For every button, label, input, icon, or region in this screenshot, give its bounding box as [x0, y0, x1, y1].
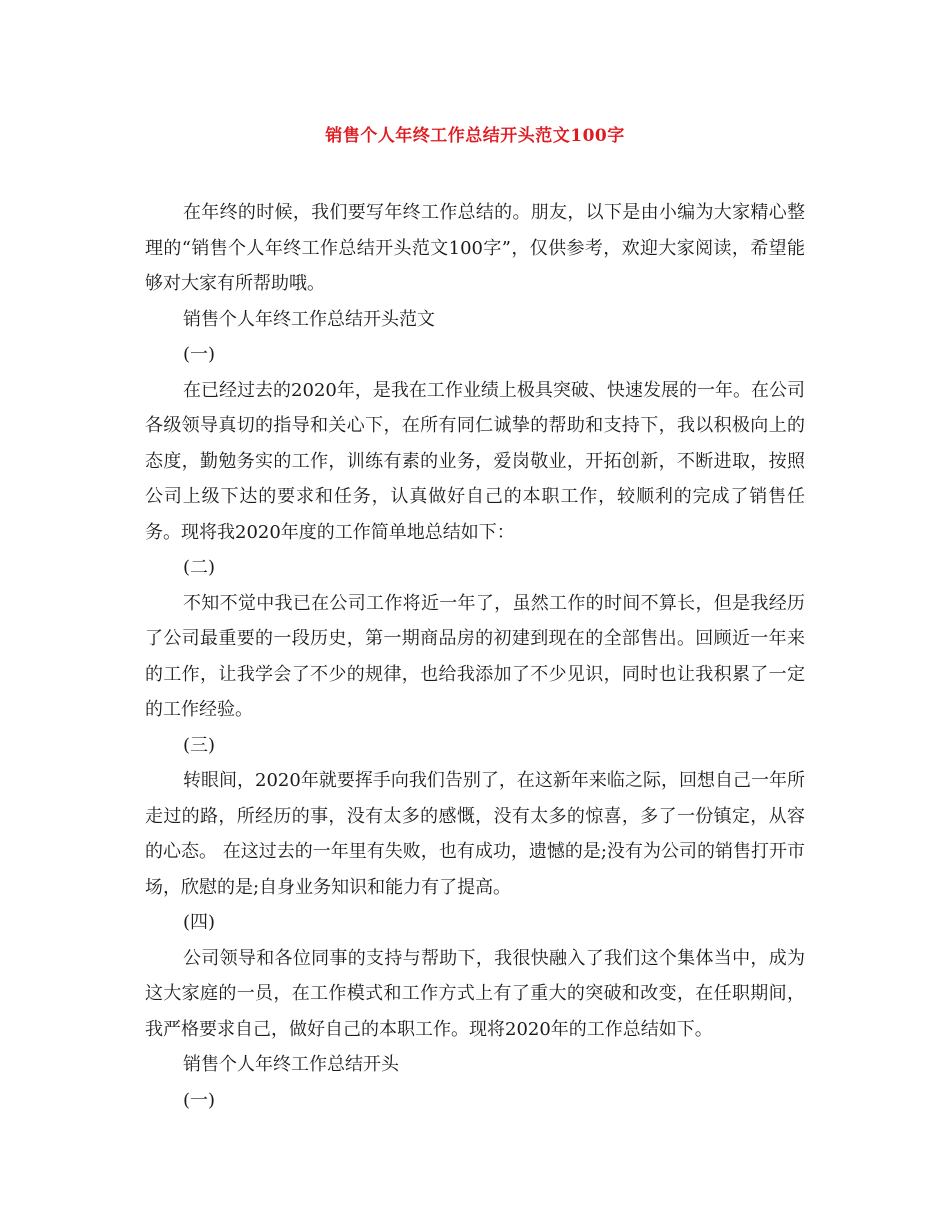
document-title: 销售个人年终工作总结开头范文100字: [325, 126, 625, 146]
section-marker-5: (一): [183, 1089, 216, 1111]
body-paragraph-2: 不知不觉中我已在公司工作将近一年了，虽然工作的时间不算长，但是我经历了公司最重要的一段历史，第一期商品房的初建到现在的全部售出。回顾近一年来的工作，让我学会了不少的规律，也给我添加了不少见识，同时也让我积累了一定的工作经验。: [145, 592, 805, 720]
body-paragraph-4: 公司领导和各位同事的支持与帮助下，我很快融入了我们这个集体当中，成为这大家庭的一员，在工作模式和工作方式上有了重大的突破和改变，在任职期间，我严格要求自己，做好自己的本职工作。现将2020年的工作总结如下。: [145, 947, 805, 1040]
document-body: [145, 195, 805, 1118]
section-marker-1: (一): [183, 344, 216, 365]
section-marker-4: (四): [183, 912, 216, 933]
intro-paragraph: 在年终的时候，我们要写年终工作总结的。朋友，以下是由小编为大家精心整理的“销售个人年终工作总结开头范文100字”，仅供参考，欢迎大家阅读，希望能够对大家有所帮助哦。: [145, 202, 805, 294]
body-paragraph-1: 在已经过去的2020年，是我在工作业绩上极具突破、快速发展的一年。在公司各级领导真切的指导和关心下，在所有同仁诚挚的帮助和支持下，我以积极向上的态度，勤勉务实的工作，训练有素的业务，爱岗敬业，开拓创新，不断进取，按照公司上级下达的要求和任务，认真做好自己的本职工作，较顺利的完成了销售任务。现将我2020年度的工作简单地总结如下：: [145, 379, 805, 543]
body-paragraph-3: 转眼间，2020年就要挥手向我们告别了，在这新年来临之际，回想自己一年所走过的路，所经历的事，没有太多的感慨，没有太多的惊喜，多了一份镇定，从容的心态。 在这过去的一年里有失败，也有成功，遗憾的是;没有为公司的销售打开市场，欣慰的是;自身业务知识和能力有了提高。: [145, 770, 805, 898]
section-heading-2: 销售个人年终工作总结开头: [183, 1054, 399, 1075]
section-heading: 销售个人年终工作总结开头范文: [183, 308, 435, 330]
section-marker-2: (二): [183, 557, 216, 578]
section-marker-3: (三): [183, 734, 216, 756]
